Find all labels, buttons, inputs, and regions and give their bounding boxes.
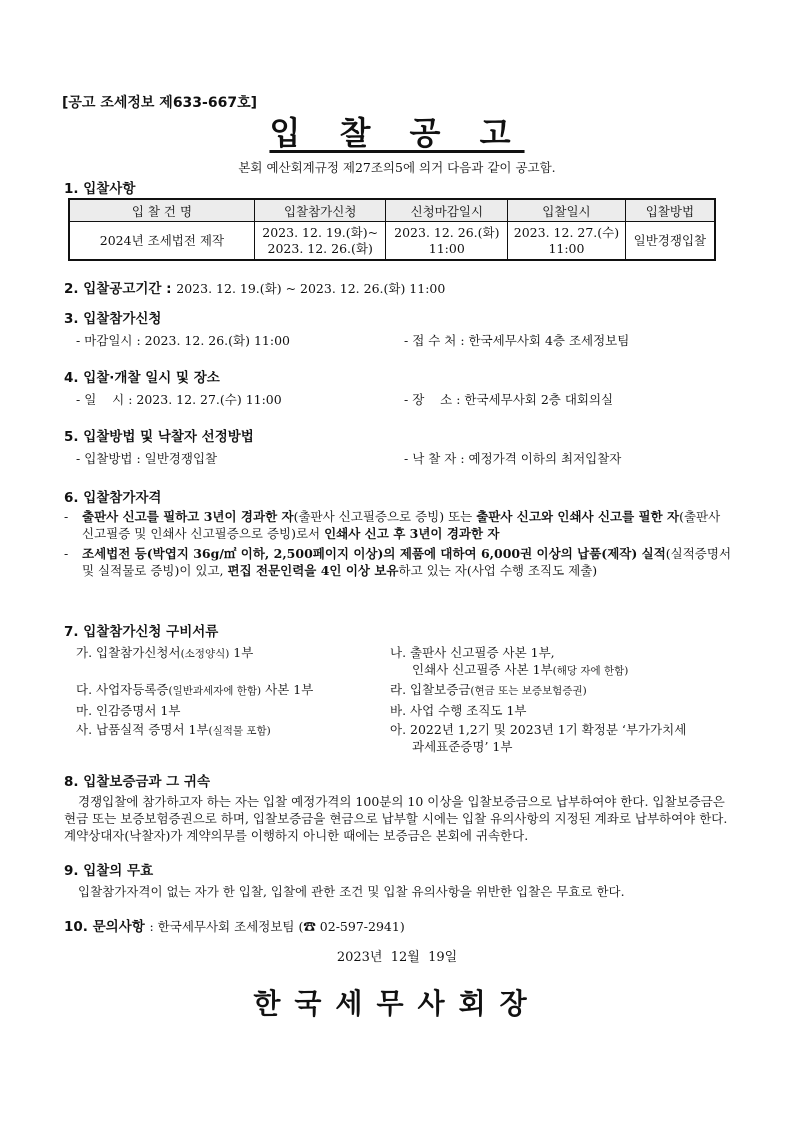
doc-item-a-2: 과세표준증명’ 1부 bbox=[412, 739, 513, 754]
bid-table bbox=[68, 198, 716, 261]
bid-open-location: - 장 소 : 한국세무사회 2층 대회의실 bbox=[404, 392, 614, 407]
bid-table-header: 입찰일시 bbox=[508, 199, 626, 222]
doc-item-ma: 마. 인감증명서 1부 bbox=[76, 703, 181, 718]
bid-item-name: 2024년 조세법전 제작 bbox=[69, 222, 254, 261]
bid-apply-end: 2023. 12. 26.(화) bbox=[267, 240, 373, 256]
qualification-text: 하고 있는 자(사업 수행 조직도 제출) bbox=[398, 563, 598, 578]
doc-item-text: 사. 납품실적 증명서 1부 bbox=[76, 722, 209, 737]
bid-date: 2023. 12. 27.(수) bbox=[513, 224, 620, 240]
doc-item-ra bbox=[390, 680, 587, 698]
section-3-heading: 3. 입찰참가신청 bbox=[64, 311, 162, 327]
bid-time: 11:00 bbox=[548, 240, 585, 256]
bid-deadline-date: 2023. 12. 26.(화) bbox=[394, 224, 500, 240]
doc-item-text: 가. 입찰참가신청서 bbox=[76, 645, 181, 660]
bullet-dash: - bbox=[64, 546, 69, 561]
notice-number: [공고 조세정보 제633-667호] bbox=[62, 95, 257, 111]
bid-deadline bbox=[386, 222, 508, 261]
section-7-heading: 7. 입찰참가신청 구비서류 bbox=[64, 624, 219, 640]
doc-item-da bbox=[76, 680, 313, 698]
doc-item-text: 사본 1부 bbox=[261, 682, 314, 697]
bid-table-header: 입찰방법 bbox=[625, 199, 715, 222]
doc-item-text: 라. 입찰보증금 bbox=[390, 682, 471, 697]
intro-text: 본회 예산회계규정 제27조의5에 의거 다음과 같이 공고함. bbox=[238, 160, 556, 175]
section-4-heading: 4. 입찰·개찰 일시 및 장소 bbox=[64, 370, 220, 386]
bid-open-datetime: - 일 시 : 2023. 12. 27.(수) 11:00 bbox=[76, 392, 282, 407]
bid-deadline-time: 11:00 bbox=[428, 240, 465, 256]
qualification-text: 출판사 신고와 인쇄사 신고를 필한 자 bbox=[476, 509, 680, 524]
qualification-text: (출판사 신고필증 및 인쇄사 신고필증으로 증빙)로서 bbox=[82, 509, 721, 541]
bid-table-header: 입 찰 건 명 bbox=[69, 199, 254, 222]
page-title-text: 입 찰 공 고 bbox=[269, 114, 525, 152]
notice-period: 2023. 12. 19.(화) ~ 2023. 12. 26.(화) 11:00 bbox=[176, 281, 446, 296]
notice-date: 2023년 12월 19일 bbox=[336, 950, 458, 965]
bid-bond-text: 경쟁입찰에 참가하고자 하는 자는 입찰 예정가격의 100분의 10 이상을 입찰보증금으로 납부하여야 한다. 입찰보증금은 현금 또는 보증보험증권으로 하며, 입찰보증금을 현금으로 납부할 시에는 입찰 유의사항의 지정된 계좌로 납부하여야 한다. 계약상대자(낙찰자)가 계약의무를 이행하지 아니한 때에는 보증금은 본회에 귀속한다. bbox=[64, 794, 728, 843]
section-10-heading: 10. 문의사항 bbox=[64, 919, 145, 935]
apply-deadline: - 마감일시 : 2023. 12. 26.(화) 11:00 bbox=[76, 333, 290, 348]
bid-apply-period bbox=[254, 222, 386, 261]
bid-method-line: - 입찰방법 : 일반경쟁입찰 bbox=[76, 451, 218, 466]
doc-item-note: (해당 자에 한함) bbox=[552, 665, 629, 677]
doc-item-ga bbox=[76, 643, 253, 661]
doc-item-na-1: 나. 출판사 신고필증 사본 1부, bbox=[390, 645, 555, 660]
qualification-item bbox=[64, 508, 732, 542]
doc-item-note: (실적물 포함) bbox=[208, 725, 271, 737]
bid-table-header: 입찰참가신청 bbox=[254, 199, 386, 222]
qualification-text: 편집 전문인력을 4인 이상 보유 bbox=[227, 563, 399, 578]
bid-table-header: 신청마감일시 bbox=[386, 199, 508, 222]
doc-item-note: (일반과세자에 한함) bbox=[168, 685, 262, 697]
bid-datetime bbox=[508, 222, 626, 261]
bid-method: 일반경쟁입찰 bbox=[625, 222, 715, 261]
invalid-bid-text: 입찰참가자격이 없는 자가 한 입찰, 입찰에 관한 조건 및 입찰 유의사항을 위반한 입찰은 무효로 한다. bbox=[78, 884, 625, 899]
doc-item-text: 1부 bbox=[229, 645, 254, 660]
section-1-heading: 1. 입찰사항 bbox=[64, 181, 136, 197]
contact-info: : 한국세무사회 조세정보팀 (☎ 02-597-2941) bbox=[149, 919, 405, 934]
bid-apply-start: 2023. 12. 19.(화)~ bbox=[262, 224, 379, 240]
section-5-heading: 5. 입찰방법 및 낙찰자 선정방법 bbox=[64, 429, 254, 445]
page-title bbox=[0, 108, 794, 154]
doc-item-note: (소정양식) bbox=[180, 648, 230, 660]
section-9-heading: 9. 입찰의 무효 bbox=[64, 863, 154, 879]
qualification-text: 출판사 신고를 필하고 3년이 경과한 자 bbox=[82, 509, 294, 524]
doc-item-text: 인쇄사 신고필증 사본 1부 bbox=[412, 662, 553, 677]
doc-item-ba: 바. 사업 수행 조직도 1부 bbox=[390, 703, 527, 718]
doc-item-note: (현금 또는 보증보험증권) bbox=[470, 685, 587, 697]
bid-table-row bbox=[69, 222, 715, 261]
qualification-item bbox=[64, 545, 732, 579]
doc-item-text: 다. 사업자등록증 bbox=[76, 682, 169, 697]
doc-item-a-1: 아. 2022년 1,2기 및 2023년 1기 확정분 ‘부가가치세 bbox=[390, 722, 687, 737]
section-2-heading: 2. 입찰공고기간 : bbox=[64, 281, 172, 297]
section-8-heading: 8. 입찰보증금과 그 귀속 bbox=[64, 774, 210, 790]
qualification-text: (출판사 신고필증으로 증빙) 또는 bbox=[293, 509, 477, 524]
section-6-heading: 6. 입찰참가자격 bbox=[64, 490, 162, 506]
qualification-text: 인쇄사 신고 후 3년이 경과한 자 bbox=[324, 526, 500, 541]
doc-item-sa bbox=[76, 720, 271, 738]
section-10 bbox=[64, 915, 405, 935]
doc-item-na-2 bbox=[412, 660, 628, 678]
apply-location: - 접 수 처 : 한국세무사회 4층 조세정보팀 bbox=[404, 333, 630, 348]
section-2 bbox=[64, 277, 445, 297]
bullet-dash: - bbox=[64, 509, 69, 524]
qualification-text: 조세법전 등(박엽지 36g/㎡ 이하, 2,500페이지 이상)의 제품에 대하여 6,000권 이상의 납품(제작) 실적 bbox=[82, 546, 666, 561]
winner-selection-line: - 낙 찰 자 : 예정가격 이하의 최저입찰자 bbox=[404, 451, 622, 466]
signer-name: 한국세무사회장 bbox=[253, 987, 541, 1020]
qualification-text: (실적증명서 및 실적물로 증빙)이 있고, bbox=[82, 546, 732, 578]
bid-table-header-row bbox=[69, 199, 715, 222]
